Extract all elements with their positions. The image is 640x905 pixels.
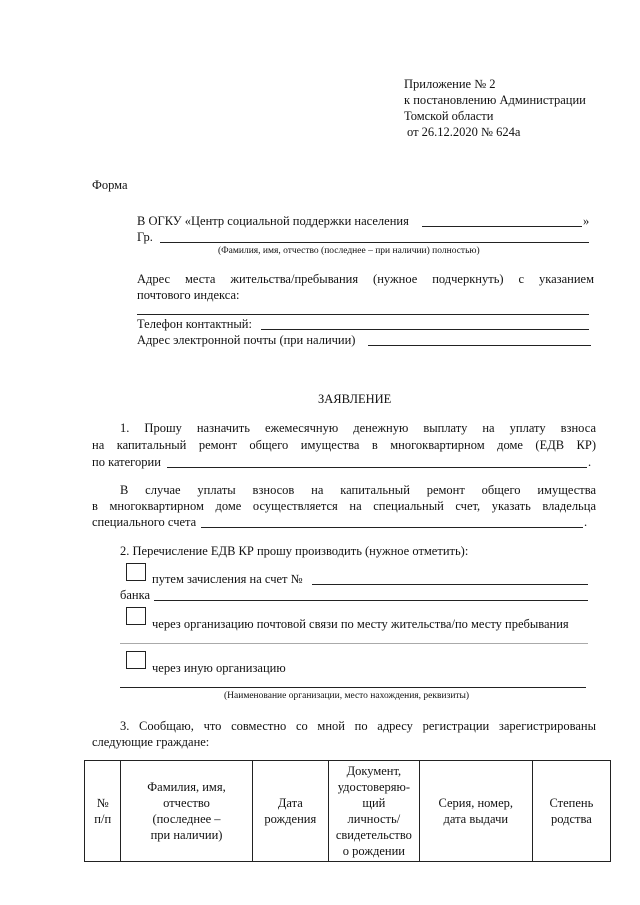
header-text: Фамилия, имя, [147, 780, 226, 794]
bank-field[interactable] [154, 600, 588, 601]
appendix-line-3: Томской области [404, 109, 494, 123]
special-account-line-3: специального счета [92, 515, 197, 529]
account-option-checkbox[interactable] [126, 563, 146, 581]
other-org-option-checkbox[interactable] [126, 651, 146, 669]
section-3-line-2: следующие граждане: [92, 735, 210, 749]
post-option-label: через организацию почтовой связи по месту жительства/по месту пребывания [152, 617, 569, 631]
section-1-end: . [588, 455, 592, 469]
appendix-line-2: к постановлению Администрации [404, 93, 586, 107]
header-birth-date [252, 761, 328, 862]
header-text: № [96, 796, 109, 810]
header-text: личность/ [347, 812, 401, 826]
center-name-field[interactable] [422, 226, 582, 227]
appendix-line-4: от 26.12.2020 № 624а [407, 125, 521, 139]
form-label: Форма [92, 178, 128, 192]
phone-label: Телефон контактный: [137, 317, 252, 331]
account-owner-field[interactable] [201, 527, 583, 528]
addressee-to-close: » [583, 214, 590, 228]
org-details-hint: (Наименование организации, место нахождения, реквизиты) [224, 691, 470, 701]
header-text: свидетельство [335, 828, 412, 842]
header-text: Документ, [346, 764, 402, 778]
document-title: ЗАЯВЛЕНИЕ [318, 392, 392, 406]
account-option-label: путем зачисления на счет № [152, 572, 303, 586]
section-1-line-3: по категории [92, 455, 161, 469]
header-text: Степень [549, 796, 594, 810]
addressee-to: В ОГКУ «Центр социальной поддержки населения [137, 214, 409, 228]
citizen-name-hint: (Фамилия, имя, отчество (последнее – при наличии) полностью) [218, 246, 480, 256]
citizen-prefix: Гр. [137, 230, 153, 244]
org-details-field[interactable] [120, 687, 586, 688]
header-number [85, 761, 121, 862]
special-account-end: . [584, 515, 588, 529]
header-document [329, 761, 420, 862]
table-header-row [85, 761, 611, 862]
category-field[interactable] [167, 467, 587, 468]
special-account-line-1: В случае уплаты взносов на капитальный ремонт общего имущества [120, 483, 596, 497]
header-text: Серия, номер, [438, 796, 514, 810]
header-text: при наличии) [150, 828, 223, 842]
section-1-line-1: 1. Прошу назначить ежемесячную денежную выплату на уплату взноса [120, 421, 596, 435]
header-series-number [419, 761, 532, 862]
header-relationship [532, 761, 610, 862]
post-option-checkbox[interactable] [126, 607, 146, 625]
section-3-line-1: 3. Сообщаю, что совместно со мной по адресу регистрации зарегистрированы [120, 719, 596, 733]
phone-field[interactable] [261, 329, 589, 330]
divider [120, 643, 588, 644]
account-number-field[interactable] [312, 584, 588, 585]
other-org-option-label: через иную организацию [152, 661, 286, 675]
household-table [84, 760, 611, 862]
header-text: Дата [277, 796, 303, 810]
section-2-heading: 2. Перечисление ЕДВ КР прошу производить (нужное отметить): [120, 544, 469, 558]
header-text: (последнее – [152, 812, 221, 826]
section-1-line-2: на капитальный ремонт общего имущества в многоквартирном доме (ЕДВ КР) [92, 438, 596, 452]
special-account-line-2: в многоквартирном доме осуществляется на специальный счет, указать владельца [92, 499, 596, 513]
header-full-name [121, 761, 252, 862]
address-field[interactable] [137, 314, 589, 315]
address-label-line-1: Адрес места жительства/пребывания (нужное подчеркнуть) с указанием [137, 272, 594, 286]
header-text: родства [551, 812, 592, 826]
address-label-line-2: почтового индекса: [137, 288, 240, 302]
email-label: Адрес электронной почты (при наличии) [137, 333, 356, 347]
header-text: п/п [94, 812, 112, 826]
header-text: рождения [264, 812, 317, 826]
email-field[interactable] [368, 345, 591, 346]
bank-label: банка [120, 588, 151, 602]
header-text: щий [362, 796, 386, 810]
header-text: отчество [163, 796, 210, 810]
header-text: о рождении [342, 844, 405, 858]
citizen-name-field[interactable] [160, 242, 589, 243]
header-text: дата выдачи [443, 812, 509, 826]
header-text: удостоверяю- [337, 780, 411, 794]
appendix-line-1: Приложение № 2 [404, 77, 496, 91]
